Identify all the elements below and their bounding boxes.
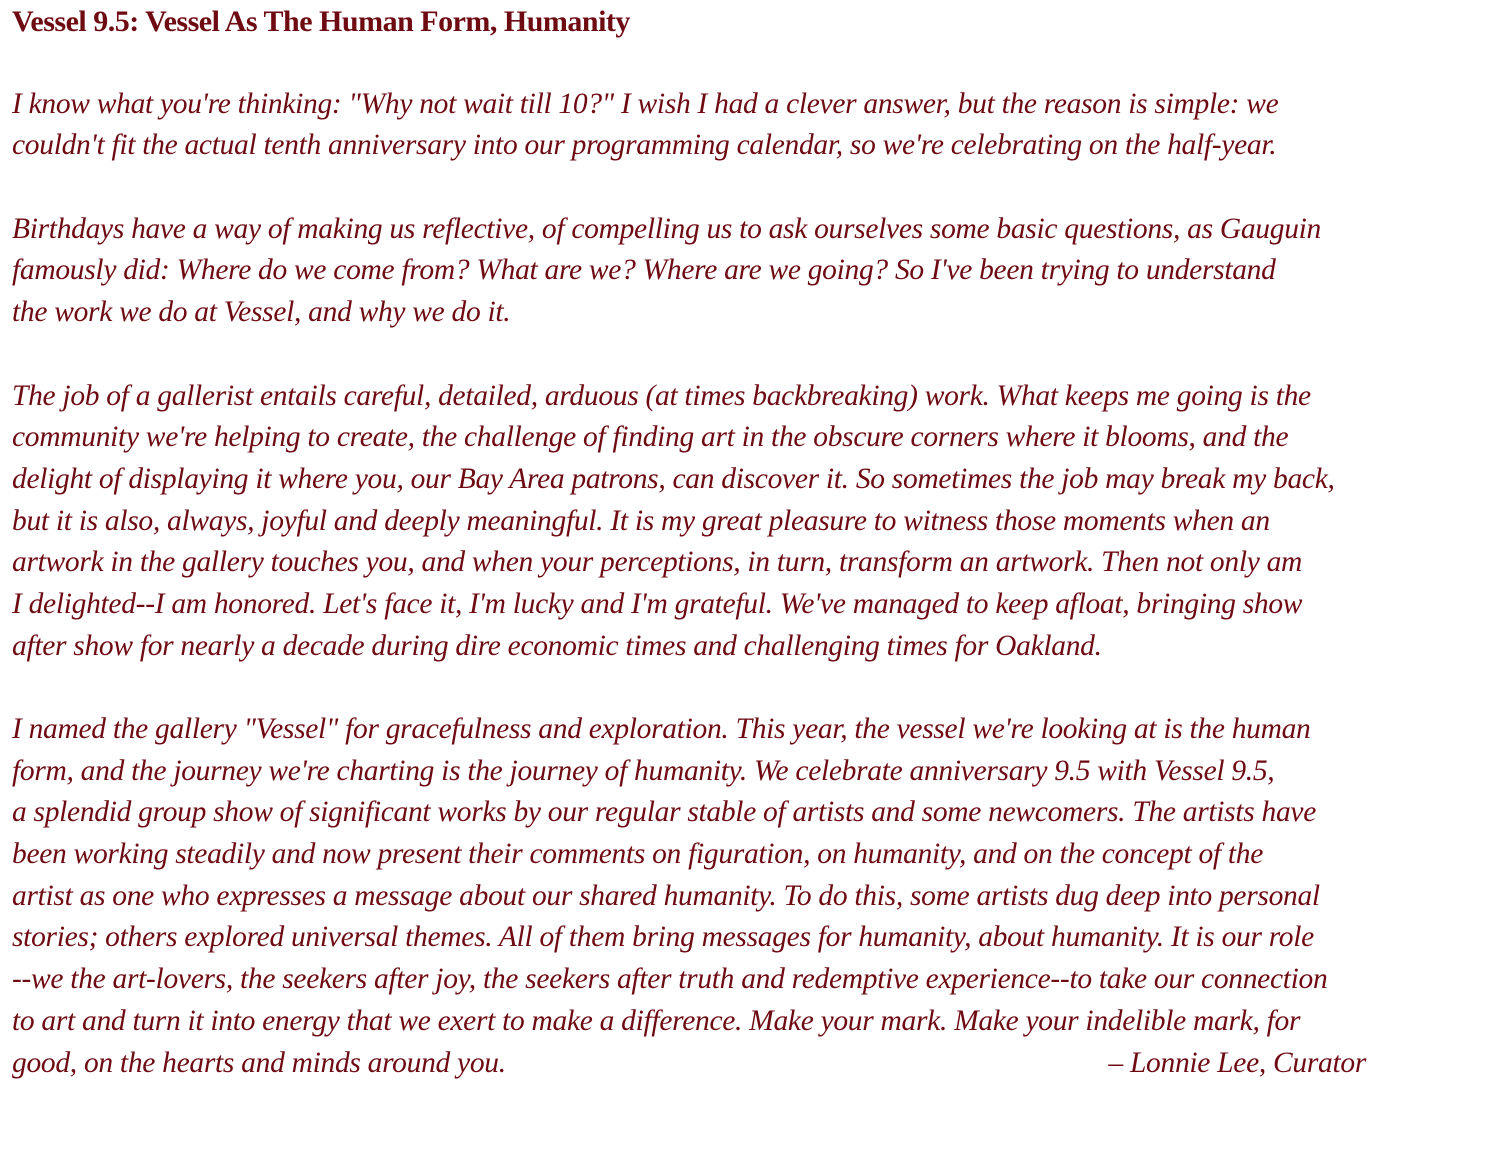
paragraph-line: I delighted--I am honored. Let's face it, I'm lucky and I'm grateful. We've managed to keep afloat, bringing show [12, 587, 1303, 620]
page-title: Vessel 9.5: Vessel As The Human Form, Humanity [12, 5, 630, 38]
paragraph-line: --we the art-lovers, the seekers after joy, the seekers after truth and redemptive experience--to take our connection [12, 963, 1328, 996]
paragraph-line: the work we do at Vessel, and why we do it. [12, 296, 511, 329]
statement-page [12, 0, 1492, 1084]
paragraph-spacer [12, 42, 1492, 84]
paragraph-line-text: good, on the hearts and minds around you. [12, 1046, 506, 1079]
paragraph-spacer [12, 667, 1492, 709]
paragraph-intro [12, 84, 1492, 167]
paragraph-line: couldn't fit the actual tenth anniversary into our programming calendar, so we're celebrating on the half-year. [12, 129, 1277, 162]
paragraph-line: famously did: Where do we come from? What are we? Where are we going? So I've been trying to understand [12, 254, 1276, 287]
paragraph-line: community we're helping to create, the challenge of finding art in the obscure corners where it blooms, and the [12, 421, 1289, 454]
paragraph-line: artwork in the gallery touches you, and when your perceptions, in turn, transform an artwork. Then not only am [12, 546, 1303, 579]
paragraph-line: form, and the journey we're charting is the journey of humanity. We celebrate anniversary 9.5 with Vessel 9.5, [12, 754, 1275, 787]
paragraph-birthdays [12, 209, 1492, 334]
paragraph-line: but it is also, always, joyful and deeply meaningful. It is my great pleasure to witness those moments when an [12, 504, 1270, 537]
paragraph-spacer [12, 334, 1492, 376]
paragraph-vessel-name [12, 709, 1492, 1084]
paragraph-line: artist as one who expresses a message about our shared humanity. To do this, some artists dug deep into personal [12, 879, 1320, 912]
paragraph-line: stories; others explored universal themes. All of them bring messages for humanity, about humanity. It is our role [12, 921, 1314, 954]
paragraph-line: delight of displaying it where you, our Bay Area patrons, can discover it. So sometimes the job may break my back, [12, 462, 1335, 495]
paragraph-line: to art and turn it into energy that we exert to make a difference. Make your mark. Make your indelible mark, for [12, 1004, 1301, 1037]
paragraph-line: The job of a gallerist entails careful, detailed, arduous (at times backbreaking) work. What keeps me going is the [12, 379, 1311, 412]
paragraph-line: I named the gallery "Vessel" for gracefulness and exploration. This year, the vessel we're looking at is the human [12, 713, 1311, 745]
paragraph-line: Birthdays have a way of making us reflective, of compelling us to ask ourselves some basic questions, as Gauguin [12, 212, 1321, 245]
paragraph-line: after show for nearly a decade during dire economic times and challenging times for Oakland. [12, 629, 1102, 662]
final-line [12, 1043, 1492, 1085]
paragraph-line: been working steadily and now present their comments on figuration, on humanity, and on the concept of the [12, 838, 1264, 871]
paragraph-line: a splendid group show of significant works by our regular stable of artists and some newcomers. The artists have [12, 796, 1316, 829]
paragraph-spacer [12, 167, 1492, 209]
paragraph-line: I know what you're thinking: "Why not wait till 10?" I wish I had a clever answer, but the reason is simple: we [12, 87, 1279, 120]
paragraph-gallerist [12, 376, 1492, 668]
curator-signature: – Lonnie Lee, Curator [1108, 1046, 1366, 1079]
